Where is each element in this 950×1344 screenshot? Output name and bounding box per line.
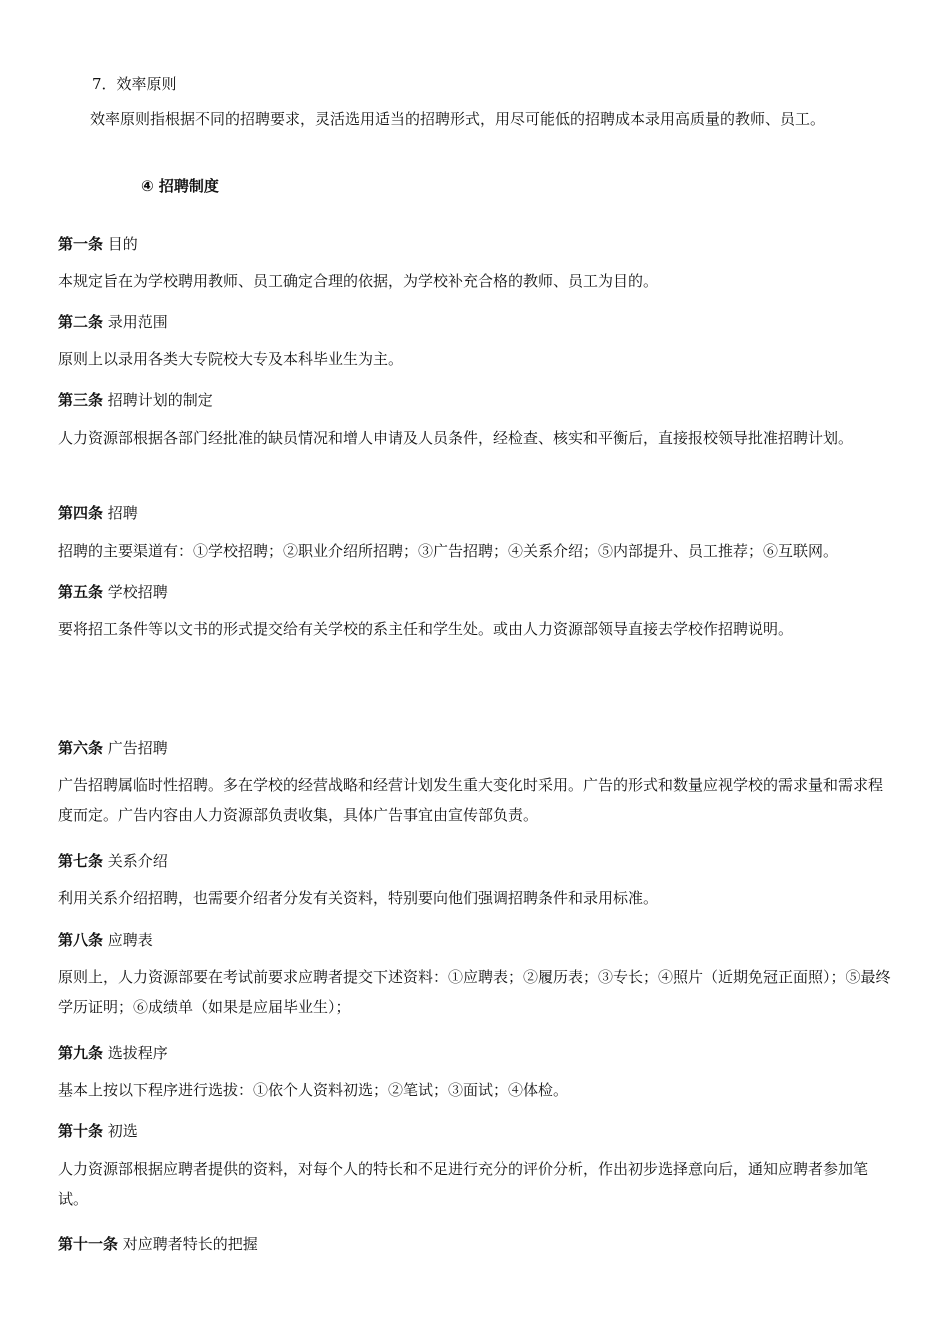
article-label: 第十条 [58, 1122, 104, 1140]
article-title: 关系介绍 [107, 852, 168, 870]
article-label: 第八条 [58, 931, 104, 949]
article-heading [58, 851, 900, 871]
article-title: 招聘计划的制定 [107, 391, 213, 409]
article-title: 招聘 [107, 504, 138, 522]
article-label: 第二条 [58, 313, 104, 331]
article-body: 人力资源部根据各部门经批准的缺员情况和增人申请及人员条件，经检查、核实和平衡后，直接报校领导批准招聘计划。 [58, 429, 854, 447]
article-label: 第四条 [58, 504, 104, 522]
article-heading [58, 234, 900, 254]
article-body: 原则上以录用各类大专院校大专及本科毕业生为主。 [58, 350, 404, 368]
article-title: 应聘表 [107, 931, 153, 949]
section-title: ④ 招聘制度 [141, 177, 219, 195]
article-heading [58, 1121, 900, 1141]
article-heading [58, 930, 900, 950]
article-heading [58, 1234, 900, 1254]
article-title: 目的 [107, 235, 138, 253]
article-label: 第五条 [58, 583, 104, 601]
article-heading [58, 312, 900, 332]
article-label: 第三条 [58, 391, 104, 409]
article-title: 选拔程序 [107, 1044, 168, 1062]
article-title: 学校招聘 [107, 583, 168, 601]
article-label: 第六条 [58, 739, 104, 757]
article-label: 第七条 [58, 852, 104, 870]
article-body: 本规定旨在为学校聘用教师、员工确定合理的依据，为学校补充合格的教师、员工为目的。 [58, 272, 659, 290]
article-title: 录用范围 [107, 313, 168, 331]
article-heading [58, 503, 900, 523]
article-body: 广告招聘属临时性招聘。多在学校的经营战略和经营计划发生重大变化时采用。广告的形式和数量应视学校的需求量和需求程度而定。广告内容由人力资源部负责收集，具体广告事宜由宣传部负责。 [58, 776, 884, 824]
article-heading [58, 390, 900, 410]
article-body: 招聘的主要渠道有：①学校招聘；②职业介绍所招聘；③广告招聘；④关系介绍；⑤内部提升、员工推荐；⑥互联网。 [58, 542, 839, 560]
article-heading [58, 738, 900, 758]
article-label: 第一条 [58, 235, 104, 253]
article-heading [58, 582, 900, 602]
article-title: 初选 [107, 1122, 138, 1140]
article-heading [58, 1043, 900, 1063]
article-body: 基本上按以下程序进行选拔：①依个人资料初选；②笔试；③面试；④体检。 [58, 1081, 569, 1099]
article-label: 第九条 [58, 1044, 104, 1062]
article-title: 对应聘者特长的把握 [122, 1235, 258, 1253]
item7-heading: 7．效率原则 [92, 75, 177, 93]
item7-body: 效率原则指根据不同的招聘要求，灵活选用适当的招聘形式，用尽可能低的招聘成本录用高质量的教师、员工。 [90, 110, 826, 128]
article-label: 第十一条 [58, 1235, 119, 1253]
article-body: 利用关系介绍招聘，也需要介绍者分发有关资料，特别要向他们强调招聘条件和录用标准。 [58, 889, 659, 907]
article-body: 人力资源部根据应聘者提供的资料，对每个人的特长和不足进行充分的评价分析，作出初步选择意向后，通知应聘者参加笔试。 [58, 1160, 869, 1208]
article-title: 广告招聘 [107, 739, 168, 757]
article-body: 要将招工条件等以文书的形式提交给有关学校的系主任和学生处。或由人力资源部领导直接去学校作招聘说明。 [58, 620, 794, 638]
article-body: 原则上，人力资源部要在考试前要求应聘者提交下述资料：①应聘表；②履历表；③专长；④照片（近期免冠正面照）；⑤最终学历证明；⑥成绩单（如果是应届毕业生）； [58, 968, 891, 1016]
